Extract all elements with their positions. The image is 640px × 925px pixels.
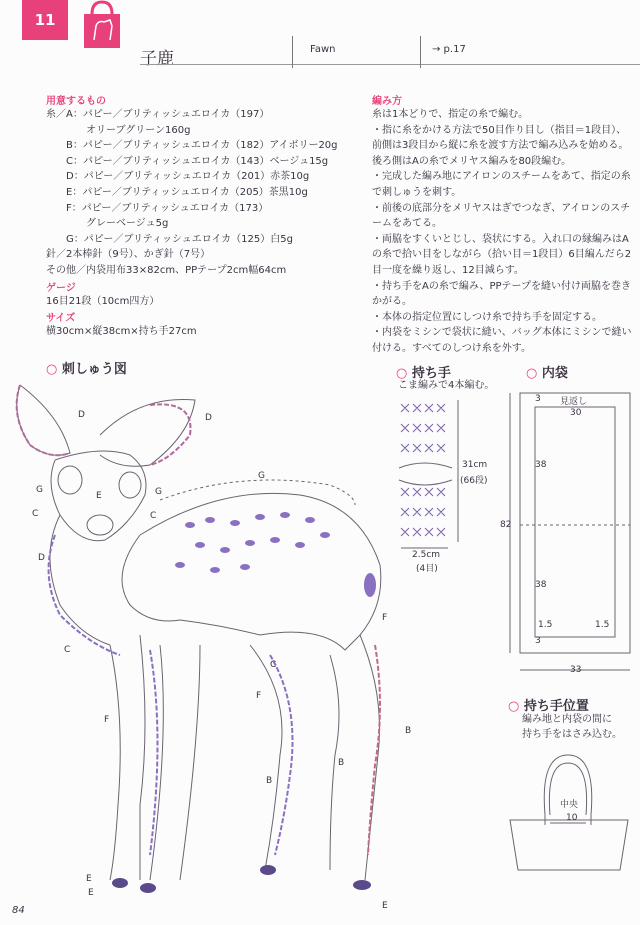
handle-rows: (66段) — [460, 476, 488, 486]
method-step: ・両脇をすくいとじし、袋状にする。入れ口の縁編みはAの糸で拾い目をしながら（拾い目＝1段目）6目編んだら2目一度を繰り返し、12目減らす。 — [372, 233, 632, 276]
label-d: D — [78, 410, 85, 420]
handle-stitches: (4目) — [416, 564, 438, 574]
header-divider — [292, 36, 293, 68]
inner-bag-heading: ○ 内袋 — [526, 366, 568, 381]
label-g: G — [258, 471, 265, 481]
method-step: ・完成した編み地にアイロンのスチームをあて、指定の糸で刺しゅうを刺す。 — [372, 171, 631, 198]
material-line: E：パピー／ブリティッシュエロイカ（205）茶黒10g — [46, 186, 308, 198]
material-line: G：パピー／ブリティッシュエロイカ（125）白5g — [46, 233, 293, 245]
height-82: 82 — [500, 520, 512, 530]
material-line: C：パピー／ブリティッシュエロイカ（143）ベージュ15g — [46, 155, 329, 167]
label-b: B — [266, 776, 273, 786]
height-38: 38 — [535, 460, 547, 470]
material-line: D：パピー／ブリティッシュエロイカ（201）赤茶10g — [46, 171, 310, 183]
label-f: F — [256, 691, 262, 701]
size-value: 横30cm×縦38cm×持ち手27cm — [46, 326, 197, 338]
handle-note: こま編みで4本編む。 — [398, 380, 495, 391]
pattern-number: 11 — [34, 11, 56, 29]
materials-section — [46, 92, 338, 340]
label-f: F — [104, 715, 110, 725]
material-line: 針／2本棒針（9号）、かぎ針（7号） — [46, 249, 211, 261]
label-d: D — [205, 413, 212, 423]
right-eye — [119, 472, 141, 498]
label-f: F — [382, 613, 388, 623]
center-label: 中央 — [560, 800, 579, 810]
label-e: E — [88, 888, 94, 898]
seam-15: 1.5 — [538, 620, 553, 630]
nose — [87, 515, 113, 535]
neck-stitch-c — [49, 535, 120, 655]
label-d: D — [38, 553, 45, 563]
handle-length: 31cm — [462, 460, 488, 470]
ear-stitch-d2 — [150, 404, 191, 465]
front-leg-left-inner — [140, 635, 145, 880]
fold-label: 見返し — [560, 397, 588, 407]
material-line: B：パピー／ブリティッシュエロイカ（182）アイボリー20g — [46, 140, 338, 152]
materials-heading: 用意するもの — [46, 96, 106, 107]
inner-bag-diagram — [490, 385, 635, 685]
method-step: 糸は1本どりで、指定の糸で編む。 — [372, 109, 529, 120]
handle-chart — [396, 396, 466, 566]
method-step: ・内袋をミシンで袋状に縫い、バッグ本体にミシンで縫い付ける。すべてのしつけ糸を外す。 — [372, 327, 632, 354]
page-title: 子鹿 — [140, 49, 174, 69]
method-section — [372, 92, 634, 357]
material-line: その他／内袋用布33×82cm、PPテープ2cm幅64cm — [46, 264, 287, 276]
fawn-bag-thumbnail — [80, 0, 124, 48]
left-ear — [17, 385, 70, 455]
g-region-outline — [160, 480, 355, 505]
gauge-value: 16目21段（10cm四方） — [46, 295, 160, 307]
pattern-number-tab — [22, 0, 68, 40]
handle-position-note: 編み地と内袋の間に — [522, 714, 612, 725]
front-leg-right-inner — [180, 645, 200, 880]
material-line: グレーベージュ5g — [46, 218, 169, 230]
height-38: 38 — [535, 580, 547, 590]
label-b: B — [405, 726, 412, 736]
method-step: ・指に糸をかける方法で50目作り目し（指目＝1段目）、前側は3段目から縦に糸を渡す方法で編み込みを始める。後ろ側はAの糸でメリヤス編みを80段編む。 — [372, 124, 629, 167]
handle-width: 2.5cm — [412, 550, 441, 560]
size-heading: サイズ — [46, 313, 76, 325]
label-c: C — [64, 645, 71, 655]
handle-position-note: 持ち手をはさみ込む。 — [522, 729, 622, 740]
page-reference: → p.17 — [432, 44, 466, 55]
seam-15: 1.5 — [595, 620, 610, 630]
margin-3: 3 — [535, 636, 541, 646]
label-c: C — [32, 509, 39, 519]
header-divider — [420, 36, 421, 68]
label-g: G — [155, 487, 162, 497]
center-width: 10 — [566, 813, 578, 823]
method-heading: 編み方 — [372, 96, 402, 107]
label-e: E — [382, 901, 388, 911]
label-e: E — [96, 491, 102, 501]
top-width: 30 — [570, 408, 582, 418]
title-rule — [140, 64, 640, 65]
method-step: ・前後の底部分をメリヤスはぎでつなぎ、アイロンのスチームをあてる。 — [372, 202, 631, 230]
method-step: ・本体の指定位置にしつけ糸で持ち手を固定する。 — [372, 311, 602, 323]
label-c: C — [270, 660, 277, 670]
material-line: F：パピー／ブリティッシュエロイカ（173） — [46, 202, 269, 214]
english-title: Fawn — [310, 44, 336, 55]
label-g: G — [36, 485, 43, 495]
bottom-width: 33 — [570, 665, 582, 675]
embroidery-heading: ○ 刺しゅう図 — [46, 362, 127, 377]
body-outline — [122, 493, 381, 650]
label-e: E — [86, 874, 92, 884]
page-number: 84 — [12, 905, 25, 916]
handle-position-diagram — [500, 745, 635, 875]
handle-position-heading: ○ 持ち手位置 — [508, 699, 589, 714]
ear-stitch-d — [17, 385, 70, 455]
label-c: C — [150, 511, 157, 521]
gauge-heading: ゲージ — [46, 282, 76, 294]
left-eye — [58, 466, 82, 494]
hind-leg-left — [250, 645, 282, 870]
label-b: B — [338, 758, 345, 768]
method-step: ・持ち手をAの糸で編み、PPテープを縫い付け両脇を巻きかがる。 — [372, 280, 632, 308]
handle-heading: ○ 持ち手 — [396, 366, 451, 381]
material-line: オリーブグリーン160g — [46, 124, 191, 136]
margin-3: 3 — [535, 394, 541, 404]
material-line: 糸／A：パピー／ブリティッシュエロイカ（197） — [46, 109, 270, 120]
front-leg-left — [110, 645, 120, 880]
